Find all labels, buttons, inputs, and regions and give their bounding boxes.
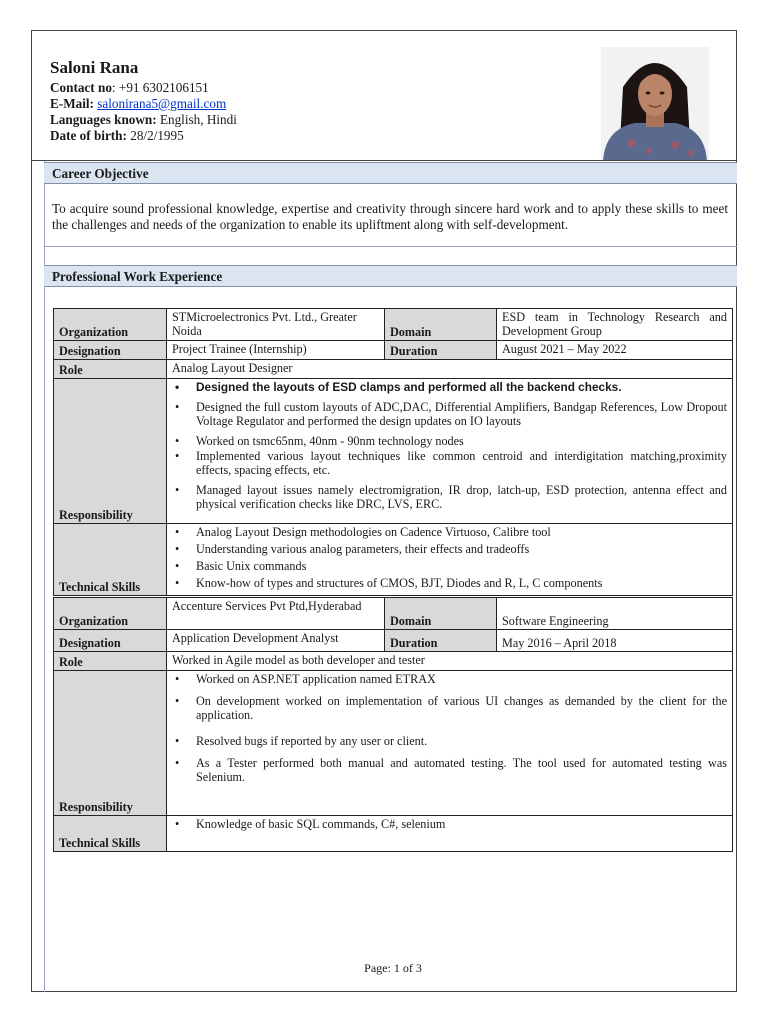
contact-label: Contact no [50, 80, 112, 95]
designation-label: Designation [54, 341, 167, 360]
list-item: • Know-how of types and structures of CMOS, BJT, Diodes and R, L, C components [196, 576, 727, 590]
languages-label: Languages known: [50, 112, 157, 127]
resume-header [50, 58, 237, 144]
responsibility-list-cell [167, 671, 733, 816]
list-item: • Designed the layouts of ESD clamps and performed all the backend checks. [196, 380, 727, 394]
work-experience-heading: Professional Work Experience [44, 265, 737, 287]
designation-value: Project Trainee (Internship) [167, 341, 385, 360]
dob-value: 28/2/1995 [126, 128, 184, 143]
domain-label: Domain [385, 309, 497, 341]
contact-line [50, 80, 237, 96]
header-divider [31, 160, 737, 161]
job-table-stmicro [53, 308, 733, 596]
candidate-name: Saloni Rana [50, 58, 139, 77]
technical-skills-list-cell [167, 816, 733, 852]
list-item: • Worked on tsmc65nm, 40nm - 90nm technology nodes [196, 434, 727, 448]
domain-label: Domain [385, 598, 497, 630]
technical-skills-label: Technical Skills [54, 816, 167, 852]
page-number: Page: 1 of 3 [364, 961, 422, 975]
table-row [54, 671, 733, 816]
profile-photo [601, 47, 709, 161]
technical-skills-list-cell [167, 524, 733, 596]
languages-line [50, 112, 237, 128]
responsibility-label: Responsibility [54, 379, 167, 524]
role-label: Role [54, 360, 167, 379]
table-row [54, 360, 733, 379]
table-row [54, 630, 733, 652]
list-item: • As a Tester performed both manual and automated testing. The tool used for automated testing was Selenium. [196, 756, 727, 784]
organization-label: Organization [54, 598, 167, 630]
list-item: • Analog Layout Design methodologies on Cadence Virtuoso, Calibre tool [196, 525, 727, 539]
table-row [54, 379, 733, 524]
organization-value: Accenture Services Pvt Ptd,Hyderabad [167, 598, 385, 630]
list-item: • Worked on ASP.NET application named ETRAX [196, 672, 727, 686]
list-item: • Understanding various analog parameters, their effects and tradeoffs [196, 542, 727, 556]
technical-skills-label: Technical Skills [54, 524, 167, 596]
responsibility-list-cell [167, 379, 733, 524]
job-table-accenture [53, 597, 733, 852]
responsibility-label: Responsibility [54, 671, 167, 816]
duration-value: May 2016 – April 2018 [497, 630, 733, 652]
table-row [54, 816, 733, 852]
duration-value: August 2021 – May 2022 [497, 341, 733, 360]
duration-label: Duration [385, 630, 497, 652]
email-link[interactable]: salonirana5@gmail.com [97, 96, 227, 111]
list-item: • Managed layout issues namely electromigration, IR drop, latch-up, ESD protection, antenna effect and physical verification checks like DRC, LVS, ERC. [196, 483, 727, 511]
dob-line [50, 128, 237, 144]
email-line [50, 96, 237, 112]
designation-label: Designation [54, 630, 167, 652]
list-item: • Knowledge of basic SQL commands, C#, selenium [196, 817, 727, 831]
table-row [54, 524, 733, 596]
duration-label: Duration [385, 341, 497, 360]
table-row [54, 652, 733, 671]
list-item: • On development worked on implementation of various UI changes as demanded by the client for the application. [196, 694, 727, 722]
organization-value: STMicroelectronics Pvt. Ltd., Greater Noida [167, 309, 385, 341]
languages-value: English, Hindi [156, 112, 237, 127]
list-item: • Designed the full custom layouts of ADC,DAC, Differential Amplifiers, Bandgap References, Low Dropout Voltage Regulator and performed the design updates on IO layouts [196, 400, 727, 428]
domain-value: Software Engineering [497, 598, 733, 630]
role-label: Role [54, 652, 167, 671]
table-row [54, 341, 733, 360]
section-divider [44, 246, 737, 247]
email-label: E-Mail: [50, 96, 94, 111]
career-objective-heading: Career Objective [44, 162, 737, 184]
list-item: • Resolved bugs if reported by any user or client. [196, 734, 727, 748]
table-row [54, 598, 733, 630]
table-row [54, 309, 733, 341]
list-item: • Basic Unix commands [196, 559, 727, 573]
designation-value: Application Development Analyst [167, 630, 385, 652]
career-objective-text: To acquire sound professional knowledge, expertise and creativity through sincere hard work and to apply these skills to meet the challenges and needs of the organization to enable its upliftment along with self-development. [52, 201, 728, 232]
role-value: Analog Layout Designer [167, 360, 733, 379]
role-value: Worked in Agile model as both developer and tester [167, 652, 733, 671]
list-item: • Implemented various layout techniques like common centroid and interdigitation matching,proximity effects, spacing effects, etc. [196, 449, 727, 477]
organization-label: Organization [54, 309, 167, 341]
contact-value: : +91 6302106151 [111, 80, 209, 95]
dob-label: Date of birth: [50, 128, 127, 143]
domain-value: ESD team in Technology Research and Development Group [497, 309, 733, 341]
